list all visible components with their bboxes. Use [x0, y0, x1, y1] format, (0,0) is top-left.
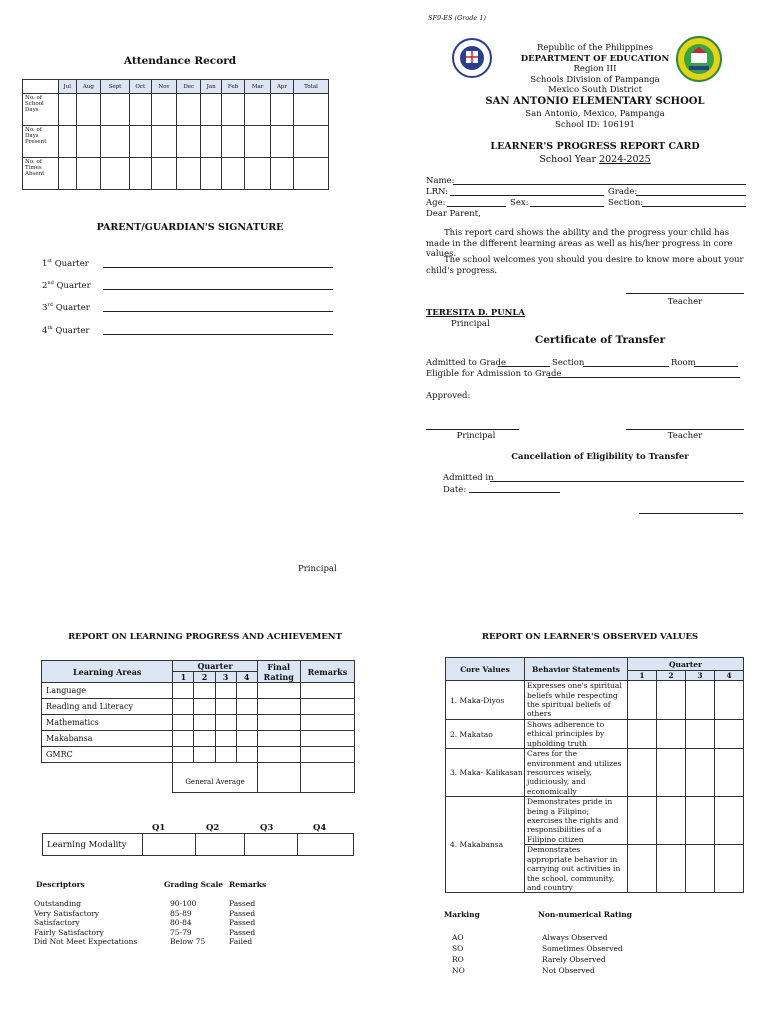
- month-header: Jul: [59, 80, 77, 94]
- cancellation-title: Cancellation of Eligibility to Transfer: [511, 452, 689, 462]
- left-principal-label: Principal: [298, 564, 337, 574]
- name-field[interactable]: [453, 184, 746, 185]
- behavior-header: Behavior Statements: [525, 658, 628, 681]
- learning-area: GMRC: [42, 747, 173, 763]
- quarter-number: 2: [194, 672, 215, 683]
- cert-principal-line[interactable]: [426, 429, 519, 430]
- section-field[interactable]: [642, 206, 746, 207]
- quarter-3-label: 3rd Quarter: [42, 302, 90, 313]
- signature-line[interactable]: [103, 267, 333, 268]
- learning-area: Language: [42, 683, 173, 699]
- cert-teacher-line[interactable]: [626, 429, 744, 430]
- intro-paragraph-1: This report card shows the ability and the progress your child has made in the different learning areas as well as his/her progress in core values.: [426, 228, 733, 259]
- month-header: Aug: [76, 80, 101, 94]
- sex-field[interactable]: [530, 206, 604, 207]
- grading-scale-header: Grading Scale: [164, 880, 224, 889]
- descriptor-names: Outstanding Very Satisfactory Satisfactory Fairly Satisfactory Did Not Meet Expectations: [34, 899, 138, 947]
- form-code: SF9-ES (Grade 1): [428, 14, 487, 22]
- lrn-field[interactable]: [450, 195, 604, 196]
- quarter-number: 4: [236, 672, 257, 683]
- room-label: Room: [671, 358, 696, 368]
- descriptor-remarks: Passed Passed Passed Passed Failed: [229, 899, 256, 947]
- section-label: Section:: [608, 198, 644, 208]
- date-label: Date:: [443, 485, 467, 495]
- grade-label: Grade:: [608, 187, 638, 197]
- quarter-number: 2: [657, 671, 686, 681]
- teacher-label: Teacher: [667, 297, 703, 307]
- quarter-header: Quarter: [173, 661, 257, 672]
- age-field[interactable]: [447, 206, 506, 207]
- descriptors-header: Descriptors: [36, 880, 85, 889]
- modality-q3: Q3: [260, 823, 274, 833]
- month-header: Oct: [129, 80, 151, 94]
- quarter-number: 4: [715, 671, 744, 681]
- quarter-number: 1: [173, 672, 194, 683]
- eligible-label: Eligible for Admission to Grade: [426, 369, 562, 379]
- quarter-number: 3: [686, 671, 715, 681]
- marking-ratings: Always Observed Sometimes Observed Rarely Observed Not Observed: [542, 933, 623, 975]
- behavior-statement: Demonstrates pride in being a Filipino; exercises the rights and responsibilities of a Filipino citizen: [525, 797, 628, 845]
- signature-line[interactable]: [103, 311, 333, 312]
- core-value: 2. Makatao: [446, 720, 525, 749]
- cert-section-field[interactable]: [583, 366, 669, 367]
- modality-label: Learning Modality: [43, 834, 143, 856]
- region-label: Region III: [573, 64, 617, 75]
- rating-header: Non-numerical Rating: [538, 910, 632, 919]
- modality-q4: Q4: [313, 823, 327, 833]
- learning-table: [41, 660, 355, 793]
- values-title: REPORT ON LEARNER'S OBSERVED VALUES: [481, 632, 699, 642]
- eligible-field[interactable]: [548, 377, 740, 378]
- admitted-grade-label: Admitted to Grade: [426, 358, 506, 368]
- attendance-table: [22, 79, 329, 190]
- deped-label: DEPARTMENT OF EDUCATION: [520, 53, 670, 64]
- learning-area: Makabansa: [42, 731, 173, 747]
- quarter-number: 1: [628, 671, 657, 681]
- behavior-statement: Expresses one's spiritual beliefs while respecting the spiritual beliefs of others: [525, 681, 628, 720]
- quarter-2-label: 2nd Quarter: [42, 280, 91, 291]
- values-table: [445, 657, 744, 893]
- general-average-label: General Average: [173, 763, 257, 793]
- division-label: Schools Division of Pampanga: [530, 74, 660, 85]
- month-header: Feb: [221, 80, 244, 94]
- final-rating-header: Final Rating: [257, 661, 300, 683]
- month-header: Apr: [271, 80, 294, 94]
- behavior-statement: Shows adherence to ethical principles by upholding truth: [525, 720, 628, 749]
- teacher-signature-line[interactable]: [626, 293, 744, 294]
- quarter-1-label: 1st Quarter: [42, 258, 89, 269]
- learning-area: Mathematics: [42, 715, 173, 731]
- attendance-row-label: No. of Times Absent: [23, 158, 59, 190]
- core-value: 1. Maka-Diyos: [446, 681, 525, 720]
- school-name: SAN ANTONIO ELEMENTARY SCHOOL: [485, 96, 705, 107]
- remarks-header: Remarks: [300, 661, 354, 683]
- card-title: LEARNER'S PROGRESS REPORT CARD: [490, 141, 700, 152]
- month-header: Dec: [177, 80, 201, 94]
- name-label: Name:: [426, 176, 455, 186]
- date-field[interactable]: [469, 492, 560, 493]
- principal-name: TERESITA D. PUNLA: [426, 308, 526, 318]
- month-header: Jan: [201, 80, 222, 94]
- grade-field[interactable]: [636, 195, 746, 196]
- month-header: Nov: [151, 80, 176, 94]
- learning-areas-header: Learning Areas: [42, 661, 173, 683]
- attendance-row-label: No. of School Days: [23, 94, 59, 126]
- school-year: School Year 2024-2025: [539, 154, 651, 165]
- cert-section-label: Section: [552, 358, 585, 368]
- core-values-header: Core Values: [446, 658, 525, 681]
- modality-q2: Q2: [206, 823, 220, 833]
- quarter-4-label: 4th Quarter: [42, 325, 90, 336]
- principal-label: Principal: [451, 319, 490, 329]
- approved-label: Approved:: [426, 391, 471, 401]
- cert-teacher-label: Teacher: [667, 431, 703, 441]
- sex-label: Sex:: [510, 198, 529, 208]
- core-value: 4. Makabansa: [446, 797, 525, 893]
- school-year-value: 2024-2025: [599, 154, 651, 165]
- signature-title: PARENT/GUARDIAN'S SIGNATURE: [96, 222, 284, 233]
- modality-table: [42, 833, 354, 856]
- republic-label: Republic of the Philippines: [536, 43, 654, 53]
- learning-area: Reading and Literacy: [42, 699, 173, 715]
- room-field[interactable]: [694, 366, 738, 367]
- signature-line[interactable]: [103, 334, 333, 335]
- descriptor-scales: 90-100 85-89 80-84 75-79 Below 75: [170, 899, 206, 947]
- learning-title: REPORT ON LEARNING PROGRESS AND ACHIEVEMENT: [68, 632, 342, 642]
- attendance-row-label: No. of Days Present: [23, 126, 59, 158]
- core-value: 3. Maka- Kalikasan: [446, 749, 525, 797]
- school-id: School ID: 106191: [555, 119, 635, 130]
- age-label: Age:: [426, 198, 446, 208]
- month-header: Sept: [101, 80, 129, 94]
- admitted-in-field[interactable]: [490, 481, 744, 482]
- behavior-statement: Demonstrates appropriate behavior in carrying out activities in the school, community, and country: [525, 845, 628, 893]
- month-header: Total: [294, 80, 329, 94]
- school-address: San Antonio, Mexico, Pampanga: [525, 109, 665, 119]
- admitted-in-label: Admitted in: [443, 473, 494, 483]
- dear-parent: Dear Parent,: [426, 209, 481, 219]
- quarter-number: 3: [215, 672, 236, 683]
- behavior-statement: Cares for the environment and utilizes resources wisely, judiciously, and economically: [525, 749, 628, 797]
- lrn-label: LRN:: [426, 187, 449, 197]
- school-header: [480, 43, 710, 96]
- values-quarter-header: Quarter: [628, 658, 744, 671]
- signature-line[interactable]: [103, 289, 333, 290]
- modality-q1: Q1: [152, 823, 166, 833]
- certificate-title: Certificate of Transfer: [534, 334, 666, 346]
- descriptor-remarks-header: Remarks: [229, 880, 267, 889]
- cert-principal-label: Principal: [456, 431, 496, 441]
- intro-paragraph-2: The school welcomes you should you desire to know more about your child's progress.: [426, 255, 744, 276]
- admitted-grade-field[interactable]: [498, 366, 550, 367]
- district-label: Mexico South District: [547, 85, 643, 96]
- attendance-title: Attendance Record: [123, 55, 237, 67]
- month-header: Mar: [245, 80, 271, 94]
- marking-header: Marking: [444, 910, 480, 919]
- marking-codes: AO SO RO NO: [452, 933, 465, 975]
- cancellation-signature-line[interactable]: [639, 513, 743, 514]
